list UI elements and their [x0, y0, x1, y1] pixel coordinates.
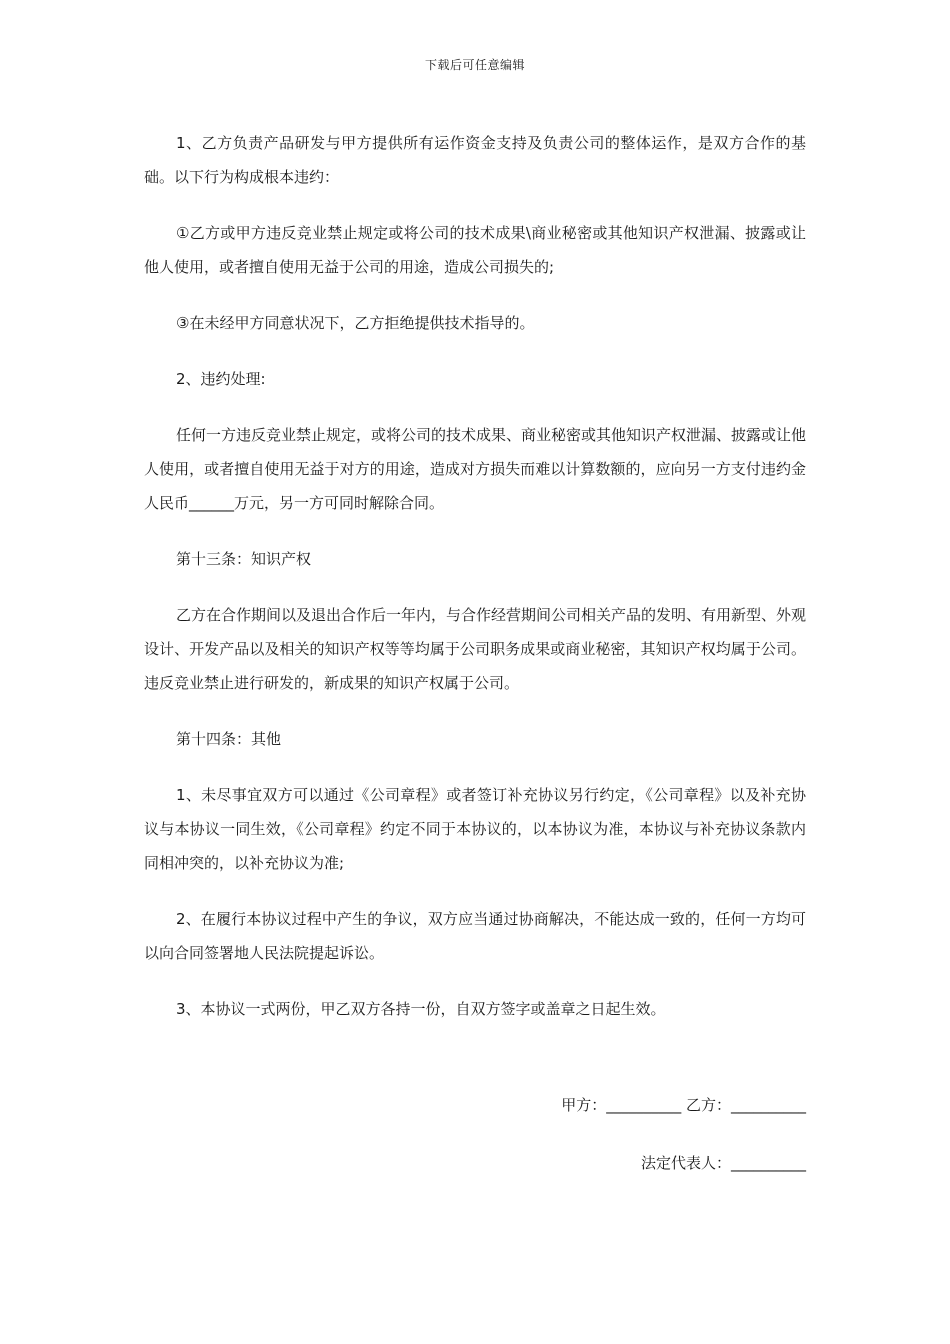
clause-item-3: ③在未经甲方同意状况下，乙方拒绝提供技术指导的。 — [176, 314, 535, 332]
article-14-item-1: 1、未尽事宜双方可以通过《公司章程》或者签订补充协议另行约定，《公司章程》以及补充协议与本协议一同生效，《公司章程》约定不同于本协议的，以本协议为准，本协议与补充协议条款内同相冲突的，以补充协议为准; — [144, 786, 806, 872]
clause-item-1: ①乙方或甲方违反竞业禁止规定或将公司的技术成果\商业秘密或其他知识产权泄漏、披露或让他人使用，或者擅自使用无益于公司的用途，造成公司损失的; — [144, 224, 806, 276]
article-14-title: 第十四条：其他 — [176, 730, 282, 748]
article-14-item-3: 3、本协议一式两份，甲乙双方各持一份，自双方签字或盖章之日起生效。 — [176, 1000, 666, 1018]
signature-representative-line: 法定代表人：__________ — [640, 1154, 806, 1172]
signature-parties-line: 甲方：__________ 乙方：__________ — [561, 1096, 806, 1114]
breach-handling-text: 任何一方违反竞业禁止规定，或将公司的技术成果、商业秘密或其他知识产权泄漏、披露或让他人使用，或者擅自使用无益于对方的用途，造成对方损失而难以计算数额的，应向另一方支付违约金人民币______万元，另一方可同时解除合同。 — [144, 426, 807, 512]
clause-paragraph-1: 1、乙方负责产品研发与甲方提供所有运作资金支持及负责公司的整体运作，是双方合作的基础。以下行为构成根本违约： — [144, 134, 806, 186]
article-13-text: 乙方在合作期间以及退出合作后一年内，与合作经营期间公司相关产品的发明、有用新型、外观设计、开发产品以及相关的知识产权等等均属于公司职务成果或商业秘密，其知识产权均属于公司。违反竞业禁止进行研发的，新成果的知识产权属于公司。 — [144, 606, 807, 692]
page-header: 下载后可任意编辑 — [424, 58, 525, 72]
document-body — [144, 126, 806, 1048]
article-14-item-2: 2、在履行本协议过程中产生的争议，双方应当通过协商解决，不能达成一致的，任何一方均可以向合同签署地人民法院提起诉讼。 — [144, 910, 806, 962]
article-13-title: 第十三条：知识产权 — [176, 550, 312, 568]
breach-handling-title: 2、违约处理: — [176, 370, 266, 388]
